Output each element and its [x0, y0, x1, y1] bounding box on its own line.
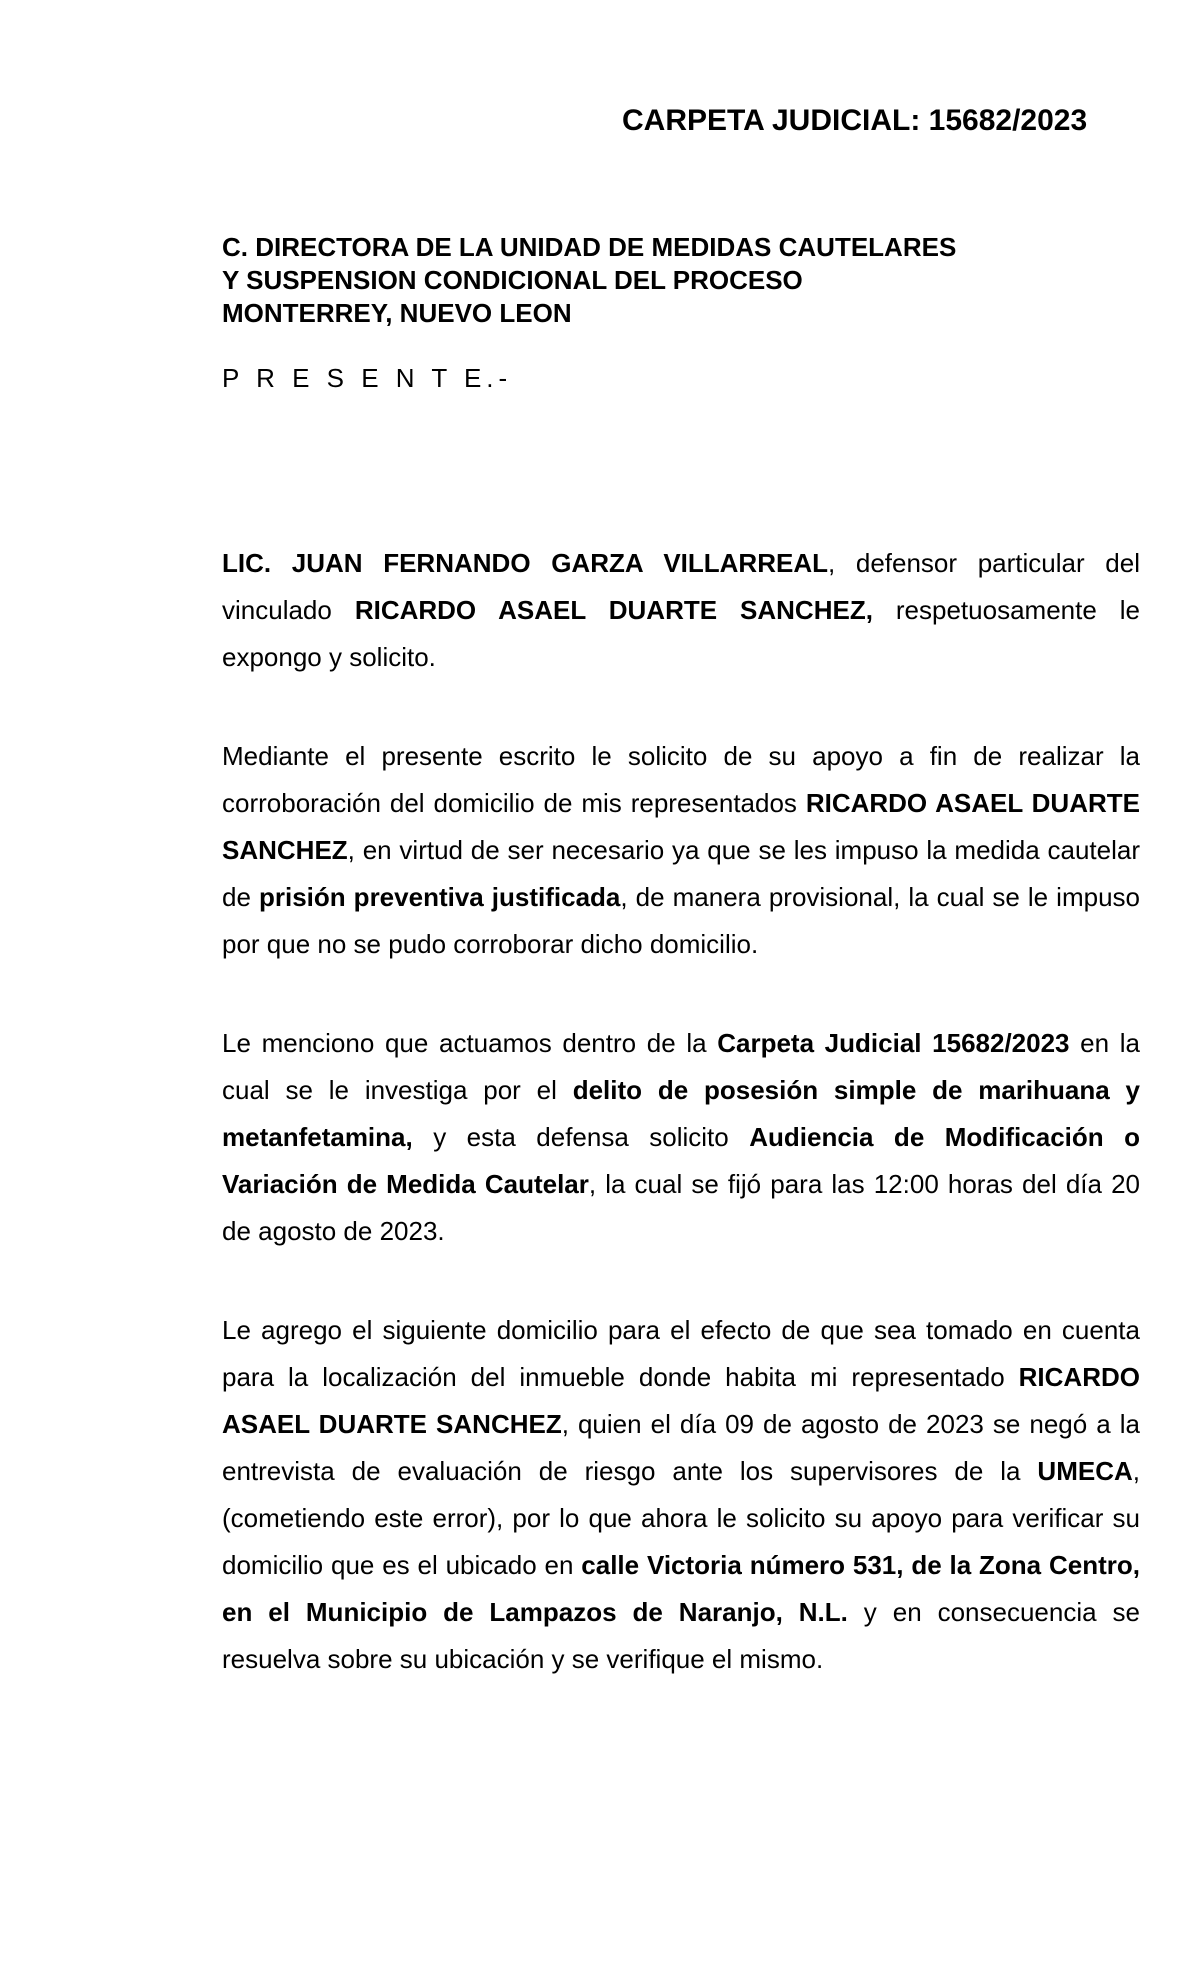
paragraph-text: Mediante el presente escrito le solicito de su apoyo a fin de realizar la corroboración del domicilio de mis representados	[222, 741, 1140, 818]
paragraph-text: y en consecuencia se resuelva sobre su ubicación y se verifique el mismo.	[222, 1597, 1140, 1674]
paragraph-text: , defensor particular del vinculado	[222, 548, 1140, 625]
paragraph-case-details	[222, 1020, 1140, 1255]
client-name: RICARDO ASAEL DUARTE SANCHEZ	[222, 1362, 1140, 1439]
paragraph-text: , de manera provisional, la cual se le impuso por que no se pudo corroborar dicho domicilio.	[222, 882, 1140, 959]
crime-description: delito de posesión simple de marihuana y metanfetamina,	[222, 1075, 1140, 1152]
paragraph-text: , la cual se fijó para las 12:00 horas del día 20 de agosto de 2023.	[222, 1169, 1140, 1246]
paragraph-text: Le menciono que actuamos dentro de la	[222, 1028, 718, 1058]
recipient-line-3: MONTERREY, NUEVO LEON	[222, 298, 572, 328]
paragraph-request	[222, 733, 1140, 968]
paragraph-text: , en virtud de ser necesario ya que se les impuso la medida cautelar de	[222, 835, 1140, 912]
paragraph-text: en la cual se le investiga por el	[222, 1028, 1140, 1105]
paragraph-text: , (cometiendo este error), por lo que ahora le solicito su apoyo para verificar su domicilio que es el ubicado en	[222, 1456, 1140, 1580]
recipient-block	[222, 231, 956, 330]
client-name: RICARDO ASAEL DUARTE SANCHEZ	[222, 788, 1140, 865]
precautionary-measure: prisión preventiva justificada	[258, 882, 621, 912]
paragraph-text: , quien el día 09 de agosto de 2023 se negó a la entrevista de evaluación de riesgo ante los supervisores de la	[222, 1409, 1140, 1486]
paragraph-text: Le agrego el siguiente domicilio para el efecto de que sea tomado en cuenta para la localización del inmueble donde habita mi representado	[222, 1315, 1140, 1392]
hearing-type: Audiencia de Modificación o Variación de Medida Cautelar	[222, 1122, 1140, 1199]
recipient-line-1: C. DIRECTORA DE LA UNIDAD DE MEDIDAS CAUTELARES	[222, 232, 957, 262]
lawyer-name: LIC. JUAN FERNANDO GARZA VILLARREAL	[222, 548, 828, 578]
paragraph-text: respetuosamente le expongo y solicito.	[222, 595, 1140, 672]
agency-name: UMECA	[1037, 1456, 1133, 1486]
greeting: P R E S E N T E.-	[222, 363, 513, 393]
home-address: calle Victoria número 531, de la Zona Centro, en el Municipio de Lampazos de Naranjo, N.L.	[222, 1550, 1140, 1627]
client-name: RICARDO ASAEL DUARTE SANCHEZ,	[354, 595, 873, 625]
paragraph-introduction	[222, 540, 1140, 681]
paragraph-address	[222, 1307, 1140, 1683]
case-reference: Carpeta Judicial 15682/2023	[717, 1028, 1070, 1058]
paragraph-text: y esta defensa solicito	[412, 1122, 750, 1152]
recipient-line-2: Y SUSPENSION CONDICIONAL DEL PROCESO	[222, 265, 803, 295]
case-number-heading: CARPETA JUDICIAL: 15682/2023	[622, 104, 1088, 137]
